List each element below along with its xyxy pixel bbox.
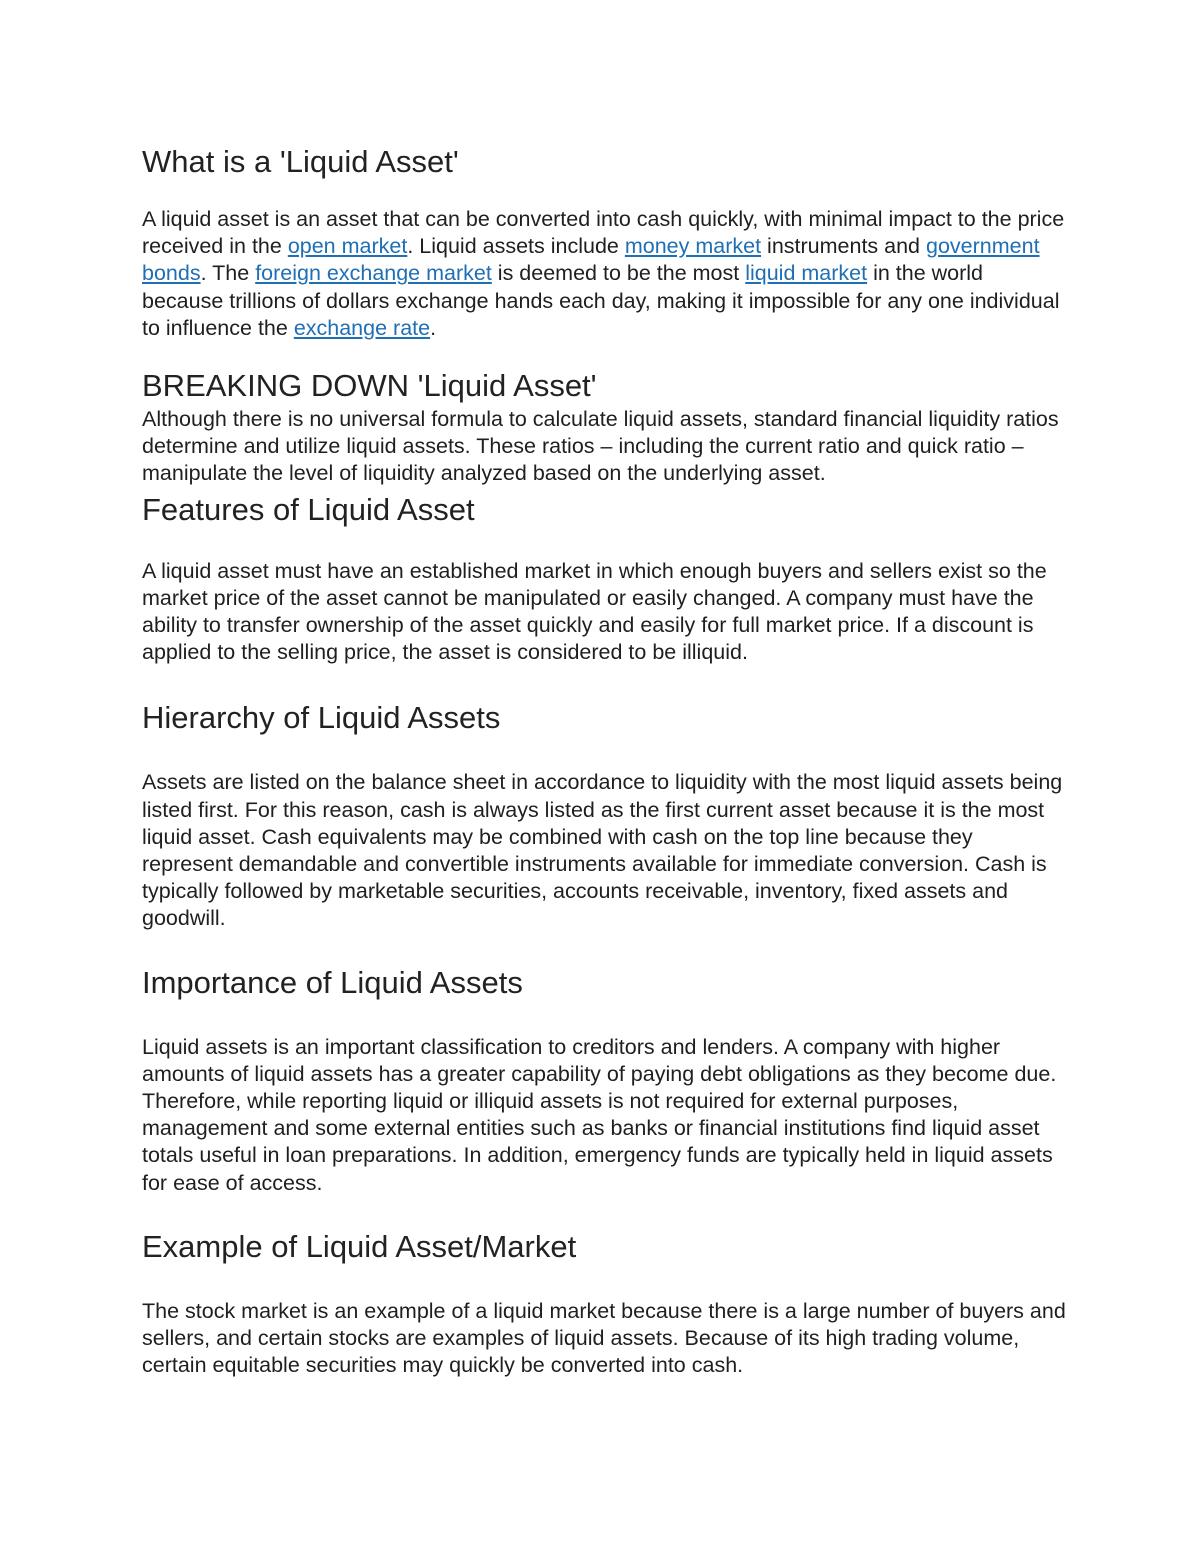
section-body-hierarchy: Assets are listed on the balance sheet in accordance to liquidity with the most liquid assets being listed first. For this reason, cash is always listed as the first current asset because it is the most liquid asset. Cash equivalents may be combined with cash on the top line because they represent demandable and convertible instruments available for immediate conversion. Cash is typically followed by marketable securities, accounts receivable, inventory, fixed assets and goodwill. bbox=[142, 770, 1063, 931]
section-title-importance: Importance of Liquid Assets bbox=[142, 964, 523, 1000]
section-body-breaking-down: Although there is no universal formula to calculate liquid assets, standard financial liquidity ratios determine and utilize liquid assets. These ratios – including the current ratio and quick ratio – manipulate the level of liquidity analyzed based on the underlying asset. bbox=[142, 407, 1059, 486]
section-title-example: Example of Liquid Asset/Market bbox=[142, 1228, 577, 1264]
link-open-market[interactable]: open market bbox=[287, 234, 408, 259]
section-body-example: The stock market is an example of a liquid market because there is a large number of buyers and sellers, and certain stocks are examples of liquid assets. Because of its high trading volume, certain equitable securities may quickly be converted into cash. bbox=[142, 1298, 1066, 1378]
section-body-what-is-liquid-asset bbox=[142, 206, 1067, 342]
body-text: . The bbox=[200, 261, 256, 286]
body-text: A liquid asset is an asset that can be converted into cash quickly, with minimal impact to the price received in the bbox=[142, 207, 1065, 259]
body-text: instruments and bbox=[761, 234, 926, 259]
body-text: is deemed to be the most bbox=[491, 261, 746, 286]
link-liquid-market[interactable]: liquid market bbox=[745, 261, 868, 286]
section-title-hierarchy: Hierarchy of Liquid Assets bbox=[142, 700, 501, 736]
document-content bbox=[142, 140, 1067, 1379]
link-exchange-rate[interactable]: exchange rate bbox=[293, 315, 431, 340]
section-body-importance: Liquid assets is an important classification to creditors and lenders. A company with higher amounts of liquid assets has a greater capability of paying debt obligations as they become due. Therefore, while reporting liquid or illiquid assets is not required for external purposes, management and some external entities such as banks or financial institutions find liquid asset totals useful in loan preparations. In addition, emergency funds are typically held in liquid assets for ease of access. bbox=[142, 1034, 1057, 1195]
section-body-features: A liquid asset must have an established market in which enough buyers and sellers exist so the market price of the asset cannot be manipulated or easily changed. A company must have the ability to transfer ownership of the asset quickly and easily for full market price. If a discount is applied to the selling price, the asset is considered to be illiquid. bbox=[142, 558, 1047, 665]
section-title-features: Features of Liquid Asset bbox=[142, 491, 475, 527]
body-text: in the world because trillions of dollars exchange hands each day, making it impossible for any one individual to influence the bbox=[142, 261, 1060, 340]
body-text: . Liquid assets include bbox=[407, 234, 625, 259]
link-government-bonds[interactable]: government bonds bbox=[142, 234, 1040, 286]
link-foreign-exchange-market[interactable]: foreign exchange market bbox=[255, 261, 492, 286]
section-title-breaking-down: BREAKING DOWN 'Liquid Asset' bbox=[142, 368, 597, 404]
section-title-what-is-liquid-asset: What is a 'Liquid Asset' bbox=[142, 144, 459, 179]
body-text: . bbox=[430, 315, 437, 340]
link-money-market[interactable]: money market bbox=[624, 234, 762, 259]
